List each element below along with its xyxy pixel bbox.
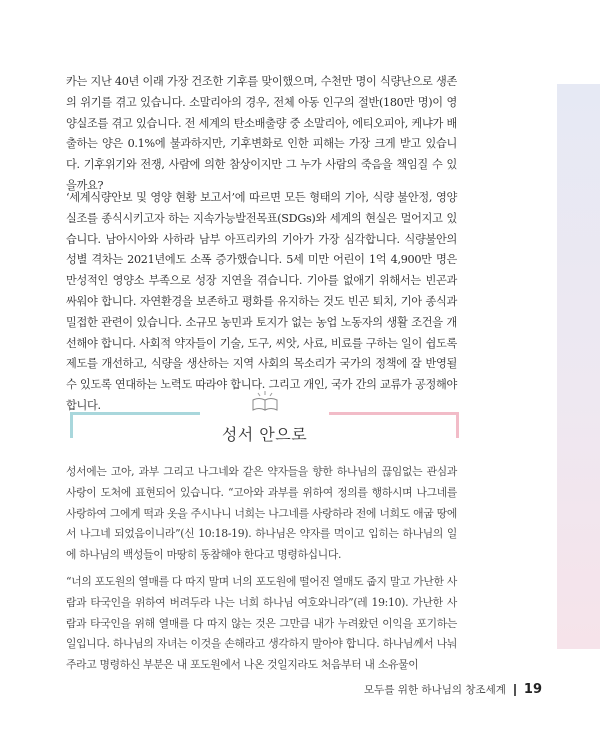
body-paragraph-1: 카는 지난 40년 이래 가장 건조한 기후를 맞이했으며, 수천만 명이 식량난으로 생존의 위기를 겪고 있습니다. 소말리아의 경우, 전체 아동 인구의 절반(180만 명)이 영양실조를 겪고 있습니다. 전 세계의 탄소배출량 중 소말리아, 에티오피아, 케냐가 배출하는 양은 0.1%에 불과하지만, 기후변화로 인한 피해는 가장 크게 받고 있습니다. 기후위기와 전쟁, 사람에 의한 참상이지만 그 누가 사람의 죽음을 책임질 수 있을까요? [66, 75, 457, 192]
body-paragraph-4: “너의 포도원의 열매를 다 따지 말며 너의 포도원에 떨어진 열매도 줍지 말고 가난한 사람과 타국인을 위하여 버려두라 나는 너희 하나님 여호와니라”(레 19:10). 가난한 사람과 타국인을 위해 열매를 다 따지 않는 것은 그만큼 내가 누려왔던 이익을 포기하는 일입니다. 하나님의 자녀는 이것을 손해라고 생각하지 말아야 합니다. 하나님께서 나눠주라고 명령하신 부분은 내 포도원에서 나온 것일지라도 처음부터 내 소유물이 [66, 575, 457, 672]
section-title: 성서 안으로 [221, 425, 308, 444]
open-book-icon [250, 390, 280, 414]
footer-divider [514, 684, 516, 696]
body-paragraph-3: 성서에는 고아, 과부 그리고 나그네와 같은 약자들을 향한 하나님의 끊임없는 관심과 사랑이 도처에 표현되어 있습니다. “고아와 과부를 위하여 정의를 행하시며 나그네를 사랑하여 그에게 떡과 옷을 주시나니 너희는 나그네를 사랑하라 전에 너희도 애굽 땅에서 나그네 되었음이니라”(신 10:18-19). 하나님은 약자를 먹이고 입히는 하나님의 일에 하나님의 백성들이 마땅히 동참해야 한다고 명령하십니다. [66, 465, 457, 562]
side-color-band [557, 84, 600, 649]
page-footer [364, 682, 542, 697]
footer-book-title: 모두를 위한 하나님의 창조세계 [364, 684, 506, 696]
page-number: 19 [523, 682, 542, 697]
body-paragraph-2: ‘세계식량안보 및 영양 현황 보고서’에 따르면 모든 형태의 기아, 식량 불안정, 영양실조를 종식시키고자 하는 지속가능발전목표(SDGs)와 세계의 현실은 멀어지고 있습니다. 남아시아와 사하라 남부 아프리카의 기아가 가장 심각합니다. 식량불안의 성별 격차는 2021년에도 소폭 증가했습니다. 5세 미만 어린이 1억 4,900만 명은 만성적인 영양소 부족으로 성장 지연을 겪습니다. 기아를 없애기 위해서는 빈곤과 싸워야 합니다. 자연환경을 보존하고 평화를 유지하는 것도 빈곤 퇴치, 기아 종식과 밀접한 관련이 있습니다. 소규모 농민과 토지가 없는 농업 노동자의 생활 조건을 개선해야 합니다. 사회적 약자들이 기술, 도구, 씨앗, 사료, 비료를 구하는 일이 쉽도록 제도를 개선하고, 식량을 생산하는 지역 사회의 목소리가 국가의 정책에 잘 반영될 수 있도록 연대하는 노력도 따라야 합니다. 그리고 개인, 국가 간의 교류가 공정해야 합니다. [66, 191, 457, 412]
section-heading [70, 402, 459, 442]
